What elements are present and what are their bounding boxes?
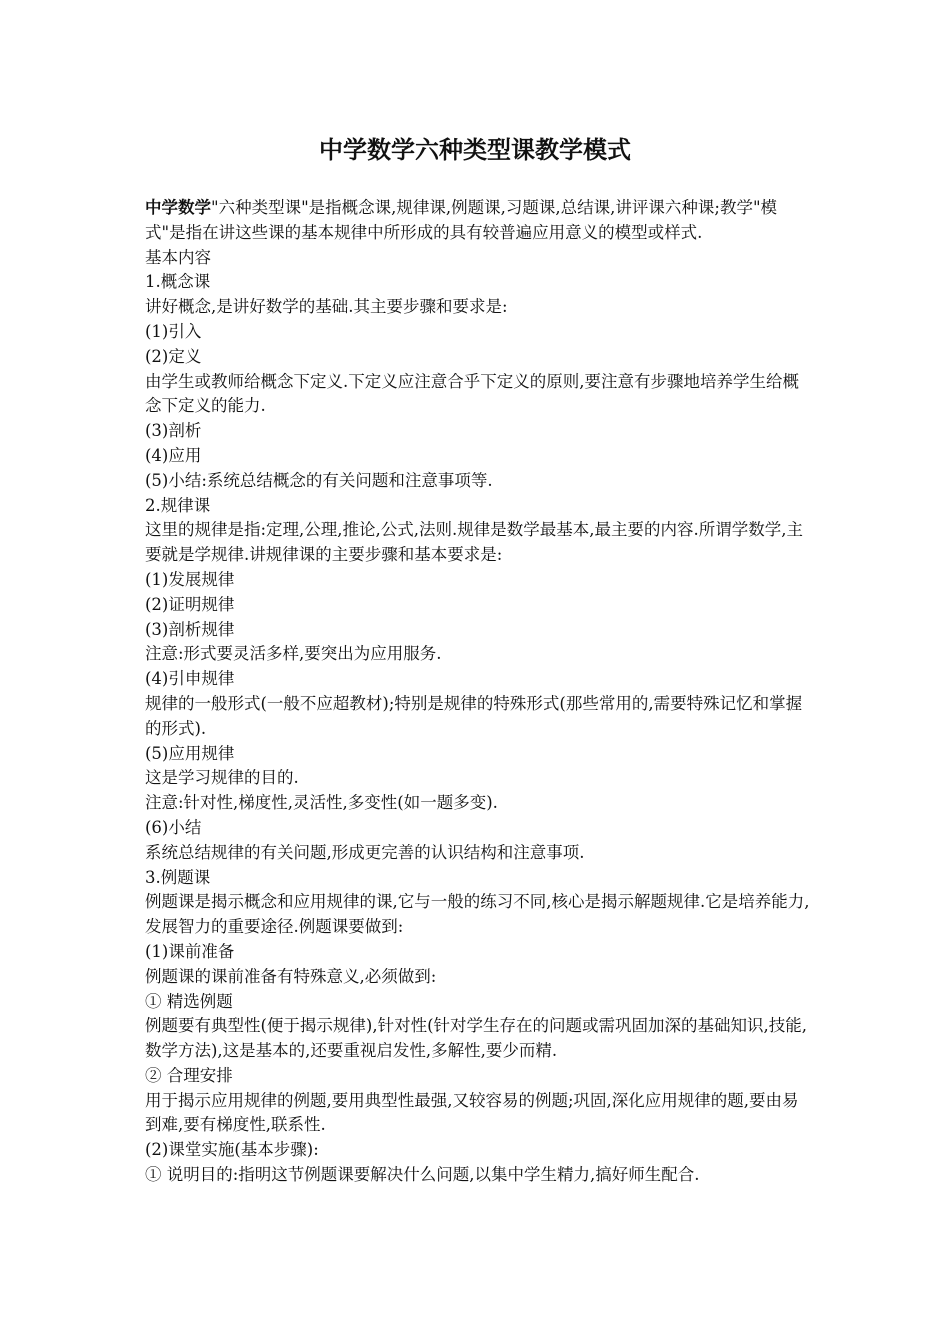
paragraph: (1)引入: [145, 321, 202, 341]
paragraph: (5)小结:系统总结概念的有关问题和注意事项等.: [145, 470, 493, 490]
intro-text: "六种类型课"是指概念课,规律课,例题课,习题课,总结课,讲评课六种课;教学"模式"是指在讲这些课的基本规律中所形成的具有较普遍应用意义的模型或样式.: [145, 198, 778, 242]
paragraph: (3)剖析规律: [145, 619, 235, 639]
paragraph: ② 合理安排: [145, 1065, 233, 1085]
paragraph: 3.例题课: [145, 867, 211, 887]
paragraph: 规律的一般形式(一般不应超教材);特别是规律的特殊形式(那些常用的,需要特殊记忆和掌握的形式).: [145, 693, 803, 738]
paragraph: ① 说明目的:指明这节例题课要解决什么问题,以集中学生精力,搞好师生配合.: [145, 1165, 700, 1185]
paragraph: (1)课前准备: [145, 941, 235, 961]
paragraph: 用于揭示应用规律的例题,要用典型性最强,又较容易的例题;巩固,深化应用规律的题,要由易到难,要有梯度性,联系性.: [145, 1090, 799, 1135]
paragraph: (1)发展规律: [145, 569, 235, 589]
paragraph: 注意:针对性,梯度性,灵活性,多变性(如一题多变).: [145, 793, 498, 813]
paragraph: (4)应用: [145, 445, 202, 465]
paragraph: 注意:形式要灵活多样,要突出为应用服务.: [145, 644, 442, 664]
paragraph: 这是学习规律的目的.: [145, 768, 299, 788]
paragraph: ① 精选例题: [145, 991, 233, 1011]
paragraph: (2)证明规律: [145, 594, 235, 614]
document-body: [145, 196, 810, 1188]
paragraph: (2)定义: [145, 346, 202, 366]
intro-paragraph: [145, 196, 810, 246]
paragraph: 讲好概念,是讲好数学的基础.其主要步骤和要求是:: [145, 297, 508, 317]
paragraph: 例题要有典型性(便于揭示规律),针对性(针对学生存在的问题或需巩固加深的基础知识,技能,数学方法),这是基本的,还要重视启发性,多解性,要少而精.: [145, 1016, 808, 1061]
paragraph: 例题课的课前准备有特殊意义,必须做到:: [145, 966, 437, 986]
paragraph: (5)应用规律: [145, 743, 235, 763]
paragraph: 基本内容: [145, 247, 211, 267]
paragraph: 这里的规律是指:定理,公理,推论,公式,法则.规律是数学最基本,最主要的内容.所谓学数学,主要就是学规律.讲规律课的主要步骤和基本要求是:: [145, 520, 804, 565]
paragraph: 1.概念课: [145, 272, 211, 292]
document-title: 中学数学六种类型课教学模式: [319, 135, 631, 164]
paragraph: 系统总结规律的有关问题,形成更完善的认识结构和注意事项.: [145, 842, 585, 862]
paragraph: (3)剖析: [145, 421, 202, 441]
paragraph: (2)课堂实施(基本步骤):: [145, 1140, 319, 1160]
paragraph: (6)小结: [145, 817, 202, 837]
paragraph: 例题课是揭示概念和应用规律的课,它与一般的练习不同,核心是揭示解题规律.它是培养能力,发展智力的重要途径.例题课要做到:: [145, 892, 810, 937]
intro-bold-text: 中学数学: [145, 198, 211, 217]
paragraph: 由学生或教师给概念下定义.下定义应注意合乎下定义的原则,要注意有步骤地培养学生给概念下定义的能力.: [145, 371, 799, 416]
paragraph: (4)引申规律: [145, 669, 235, 689]
paragraph: 2.规律课: [145, 495, 211, 515]
